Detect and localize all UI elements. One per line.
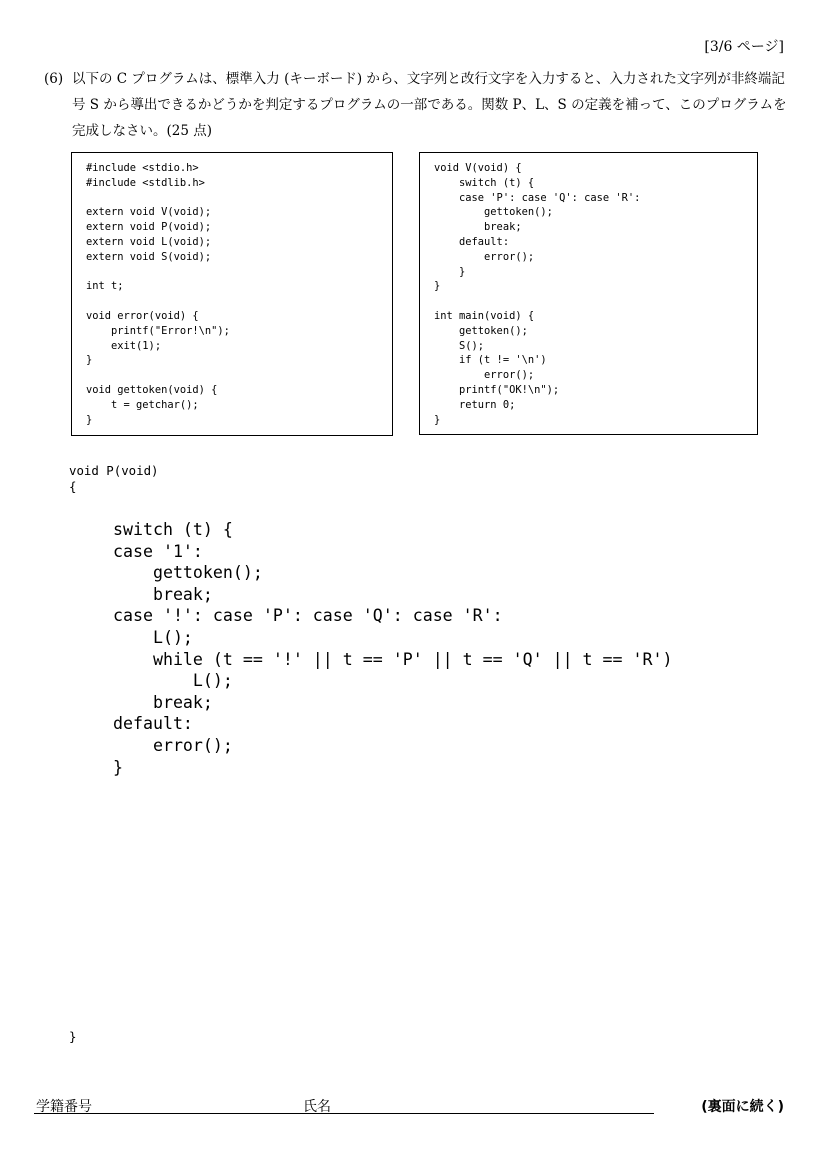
- student-id-label: 学籍番号: [36, 1099, 92, 1115]
- code-line: return 0;: [434, 398, 516, 411]
- code-line: S();: [434, 339, 485, 352]
- function-p-open-brace: {: [69, 479, 77, 494]
- code-line: default:: [434, 235, 510, 248]
- footer-underline: [34, 1113, 654, 1114]
- code-line: extern void P(void);: [86, 221, 212, 234]
- answer-line: error();: [113, 735, 233, 755]
- code-line: extern void S(void);: [86, 250, 212, 263]
- question-text: 以下の C プログラムは、標準入力 (キーボード) から、文字列と改行文字を入力すると、入力された文字列が非終端記号 S から導出できるかどうかを判定するプログラムの一部である。関数 P、L、S の定義を補って、このプログラムを完成しなさい。(25 点): [72, 71, 787, 139]
- code-line: t = getchar();: [86, 398, 199, 411]
- answer-line: L();: [113, 671, 233, 691]
- function-p-signature: void P(void): [69, 463, 159, 478]
- code-line: error();: [434, 369, 535, 382]
- code-line: int main(void) {: [434, 309, 535, 322]
- continued-on-back: (裏面に続く): [701, 1099, 784, 1115]
- code-line: gettoken();: [434, 206, 553, 219]
- answer-line: L();: [113, 627, 193, 647]
- answer-line: case '1':: [113, 541, 203, 561]
- function-p-header: [69, 463, 159, 495]
- code-line: printf("OK!\n");: [434, 383, 560, 396]
- name-label: 氏名: [303, 1099, 331, 1115]
- code-box-right: [419, 152, 758, 435]
- code-line: case 'P': case 'Q': case 'R':: [434, 191, 641, 204]
- code-line: exit(1);: [86, 339, 162, 352]
- code-line: break;: [434, 221, 522, 234]
- code-line: void error(void) {: [86, 309, 199, 322]
- answer-line: while (t == '!' || t == 'P' || t == 'Q' || t == 'R'): [113, 649, 673, 669]
- code-line: int t;: [86, 280, 124, 293]
- code-line: #include <stdio.h>: [86, 162, 199, 174]
- code-line: extern void V(void);: [86, 206, 212, 219]
- answer-line: break;: [113, 584, 213, 604]
- code-line: if (t != '\n'): [434, 354, 547, 367]
- function-p-close-brace: }: [69, 1029, 77, 1044]
- code-line: void V(void) {: [434, 162, 522, 174]
- code-line: gettoken();: [434, 324, 528, 337]
- answer-line: case '!': case 'P': case 'Q': case 'R':: [113, 606, 503, 626]
- code-line: #include <stdlib.h>: [86, 176, 205, 189]
- page-number: [3/6 ページ]: [704, 39, 784, 55]
- code-line: error();: [434, 250, 535, 263]
- code-line: [86, 368, 392, 383]
- code-line: [434, 294, 757, 309]
- code-line: [86, 265, 392, 280]
- code-box-left: [71, 152, 393, 436]
- answer-line: default:: [113, 714, 193, 734]
- question-number: (6): [44, 71, 64, 87]
- answer-line: }: [113, 757, 123, 777]
- code-line: printf("Error!\n");: [86, 324, 230, 337]
- handwritten-answer: [113, 519, 672, 778]
- question-6: [44, 66, 788, 144]
- code-line: }: [434, 265, 466, 278]
- answer-line: gettoken();: [113, 563, 263, 583]
- code-line: extern void L(void);: [86, 235, 212, 248]
- code-line: }: [86, 413, 93, 426]
- code-line: [86, 294, 392, 309]
- answer-line: switch (t) {: [113, 520, 233, 539]
- answer-line: break;: [113, 692, 213, 712]
- code-line: }: [434, 413, 441, 426]
- code-line: }: [434, 280, 441, 293]
- code-line: [86, 191, 392, 206]
- code-line: }: [86, 354, 93, 367]
- code-line: void gettoken(void) {: [86, 383, 218, 396]
- code-line: switch (t) {: [434, 176, 535, 189]
